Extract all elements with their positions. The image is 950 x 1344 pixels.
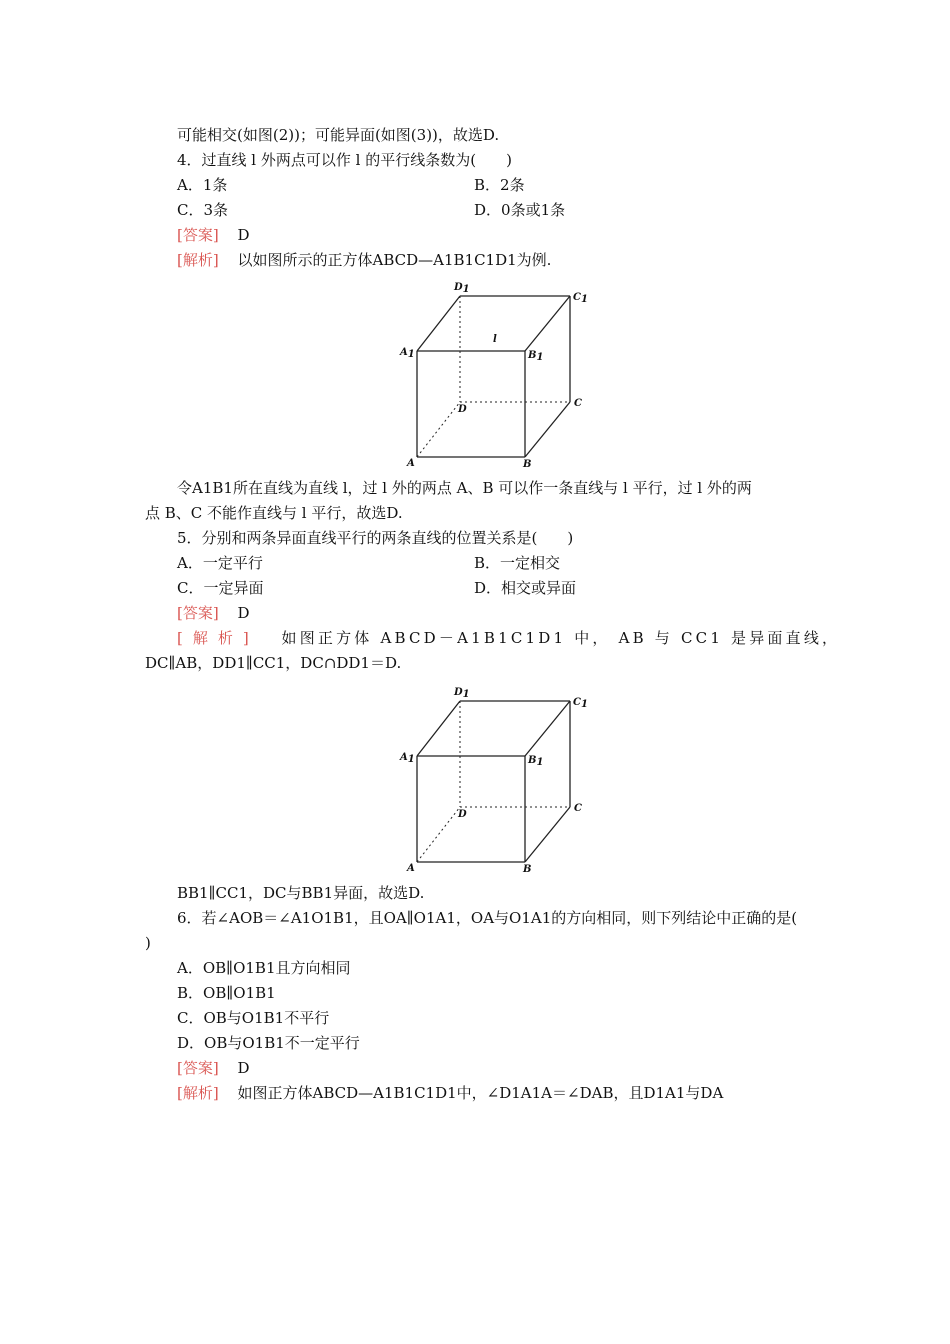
vertex-b1: B1 [528, 755, 544, 768]
answer-value: D [237, 226, 250, 244]
option-c: C．3条 [177, 201, 229, 219]
analysis-text: 如图正方体ABCD—A1B1C1D1中，∠D1A1A＝∠DAB，且D1A1与DA [237, 1084, 724, 1102]
vertex-a1: A1 [400, 752, 415, 765]
option-d: D．OB与O1B1不一定平行 [177, 1034, 360, 1052]
vertex-d1: D1 [454, 687, 470, 700]
vertex-c: C [574, 398, 582, 409]
text-line: 可能相交(如图(2))；可能异面(如图(3))，故选D. [177, 126, 500, 144]
option-c: C．一定异面 [177, 579, 264, 597]
question-6-cont: ) [145, 934, 151, 952]
vertex-d: D [458, 404, 467, 415]
answer-tag: [答案] [177, 1059, 219, 1077]
analysis-text: 如图正方体 ABCD－A1B1C1D1 中， AB 与 CC1 是异面直线， [281, 629, 841, 647]
analysis-tag: [解析] [177, 629, 259, 647]
option-d: D．0条或1条 [474, 201, 566, 219]
answer-row [177, 1058, 250, 1078]
vertex-c1: C1 [573, 292, 588, 305]
vertex-c1: C1 [573, 697, 588, 710]
question-6: 6．若∠AOB＝∠A1O1B1，且OA∥O1A1，OA与O1A1的方向相同，则下列结论中正确的是( [177, 909, 798, 927]
analysis-tag: [解析] [177, 1084, 219, 1102]
cube-figure-2 [395, 683, 595, 875]
vertex-b1: B1 [528, 350, 544, 363]
option-a: A．OB∥O1B1且方向相同 [177, 959, 351, 977]
vertex-a: A [407, 458, 415, 469]
vertex-b: B [523, 459, 532, 470]
vertex-c: C [574, 803, 582, 814]
option-b: B．2条 [474, 176, 525, 194]
option-c: C．OB与O1B1不平行 [177, 1009, 330, 1027]
analysis-row [177, 628, 840, 648]
vertex-d: D [458, 809, 467, 820]
vertex-a1: A1 [400, 347, 415, 360]
option-b: B．OB∥O1B1 [177, 984, 276, 1002]
answer-tag: [答案] [177, 604, 219, 622]
answer-tag: [答案] [177, 226, 219, 244]
analysis-row [177, 1083, 723, 1103]
line-l-label: l [493, 334, 497, 345]
option-a: A．一定平行 [177, 554, 263, 572]
option-b: B．一定相交 [474, 554, 561, 572]
question-4: 4．过直线 l 外两点可以作 l 的平行线条数为( ) [177, 151, 512, 169]
answer-row [177, 225, 250, 245]
cube-figure-1 [395, 278, 595, 470]
analysis-tag: [解析] [177, 251, 219, 269]
analysis-line: 令A1B1所在直线为直线 l，过 l 外的两点 A、B 可以作一条直线与 l 平行，过 l 外的两 [177, 479, 752, 497]
option-a: A．1条 [177, 176, 228, 194]
vertex-d1: D1 [454, 282, 470, 295]
vertex-a: A [407, 863, 415, 874]
option-d: D．相交或异面 [474, 579, 577, 597]
answer-row [177, 603, 250, 623]
analysis-text: 以如图所示的正方体ABCD—A1B1C1D1为例. [237, 251, 552, 269]
answer-value: D [237, 604, 250, 622]
analysis-line: DC∥AB，DD1∥CC1，DC∩DD1＝D. [145, 654, 402, 672]
question-5: 5．分别和两条异面直线平行的两条直线的位置关系是( ) [177, 529, 574, 547]
analysis-row [177, 250, 551, 270]
analysis-line: BB1∥CC1，DC与BB1异面，故选D. [177, 884, 425, 902]
answer-value: D [237, 1059, 250, 1077]
vertex-b: B [523, 864, 532, 875]
analysis-line: 点 B、C 不能作直线与 l 平行，故选D. [145, 504, 403, 522]
